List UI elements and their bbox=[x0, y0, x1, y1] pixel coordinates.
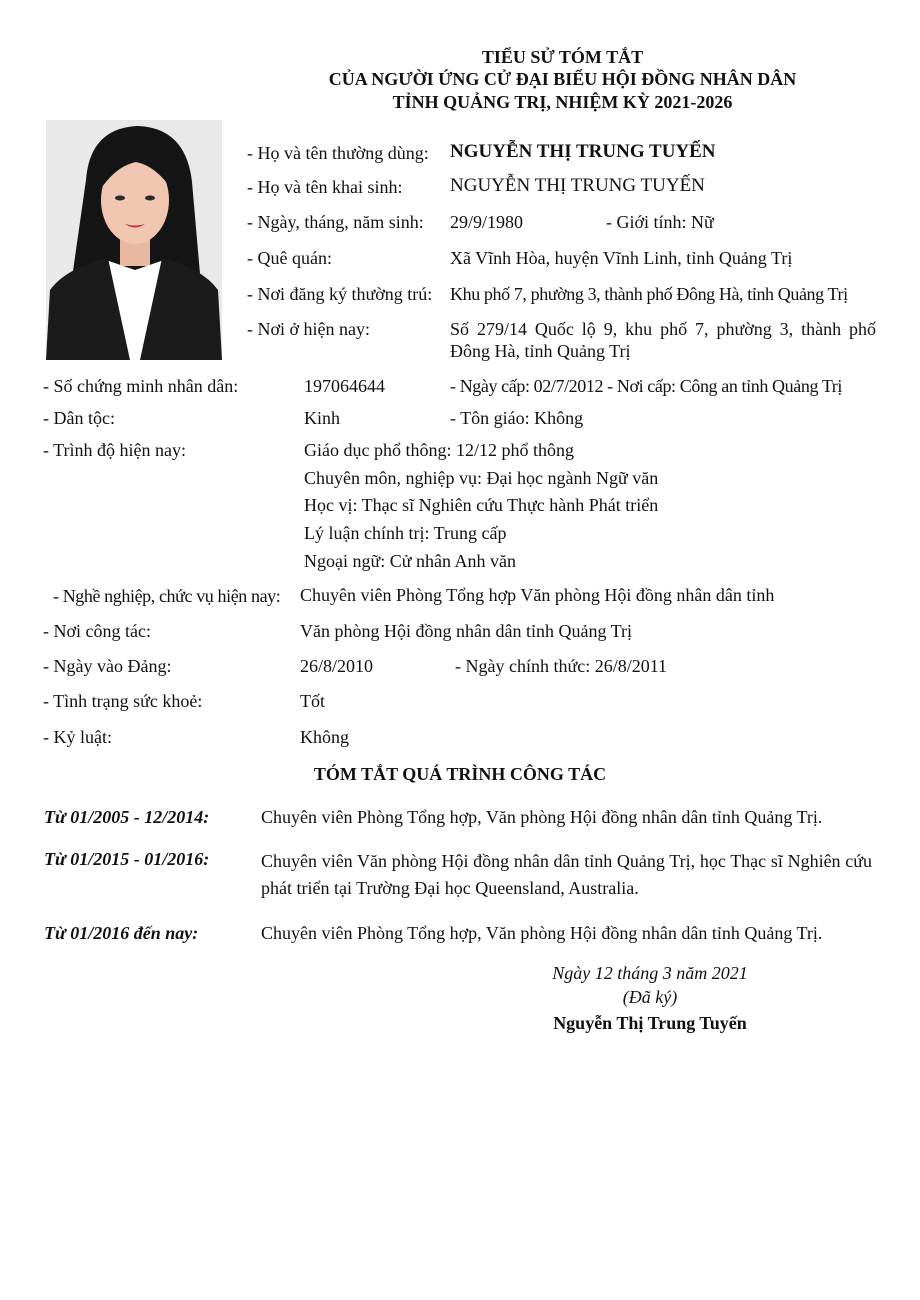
ethnic-label: - Dân tộc: bbox=[43, 408, 115, 428]
dob-value: 29/9/1980 bbox=[450, 212, 524, 232]
id-value: 197064644 bbox=[304, 376, 385, 396]
education-item: Lý luận chính trị: Trung cấp bbox=[304, 523, 507, 543]
signature-date: Ngày 12 tháng 3 năm 2021 bbox=[552, 963, 748, 983]
current-address-label: - Nơi ở hiện nay: bbox=[247, 319, 371, 339]
job-value: Chuyên viên Phòng Tổng hợp Văn phòng Hội đồng nhân dân tỉnh bbox=[300, 585, 775, 605]
residence-value: Khu phố 7, phường 3, thành phố Đông Hà, tỉnh Quảng Trị bbox=[450, 284, 848, 304]
hometown-label: - Quê quán: bbox=[247, 248, 332, 268]
dob-label: - Ngày, tháng, năm sinh: bbox=[247, 212, 424, 232]
education-item: Giáo dục phổ thông: 12/12 phổ thông bbox=[304, 440, 574, 460]
education-item: Học vị: Thạc sĩ Nghiên cứu Thực hành Phát triển bbox=[304, 495, 659, 515]
common-name-value: NGUYỄN THỊ TRUNG TUYẾN bbox=[450, 141, 716, 162]
career-description: Chuyên viên Phòng Tổng hợp, Văn phòng Hội đồng nhân dân tỉnh Quảng Trị. bbox=[261, 923, 823, 943]
id-label: - Số chứng minh nhân dân: bbox=[43, 376, 239, 396]
id-issue-value: - Ngày cấp: 02/7/2012 - Nơi cấp: Công an tỉnh Quảng Trị bbox=[450, 376, 842, 396]
religion-value: - Tôn giáo: Không bbox=[450, 408, 584, 428]
career-description: Chuyên viên Văn phòng Hội đồng nhân dân tỉnh Quảng Trị, học Thạc sĩ Nghiên cứu phát triển tại Trường Đại học Queensland, Australia. bbox=[261, 851, 872, 898]
birth-name-label: - Họ và tên khai sinh: bbox=[247, 177, 403, 197]
career-period: Từ 01/2016 đến nay: bbox=[44, 923, 199, 943]
birth-name-value: NGUYỄN THỊ TRUNG TUYẾN bbox=[450, 175, 705, 196]
education-item: Chuyên môn, nghiệp vụ: Đại học ngành Ngữ văn bbox=[304, 468, 659, 488]
gender-value: - Giới tính: Nữ bbox=[606, 212, 714, 232]
career-heading: TÓM TẮT QUÁ TRÌNH CÔNG TÁC bbox=[313, 764, 607, 784]
career-description: Chuyên viên Phòng Tổng hợp, Văn phòng Hội đồng nhân dân tỉnh Quảng Trị. bbox=[261, 807, 823, 827]
job-label: - Nghề nghiệp, chức vụ hiện nay: bbox=[53, 586, 281, 606]
party-official-value: - Ngày chính thức: 26/8/2011 bbox=[455, 656, 668, 676]
ethnic-value: Kinh bbox=[304, 408, 340, 428]
career-period: Từ 01/2015 - 01/2016: bbox=[44, 849, 210, 869]
signature-status: (Đã ký) bbox=[622, 987, 678, 1007]
doc-term: TỈNH QUẢNG TRỊ, NHIỆM KỲ 2021-2026 bbox=[392, 92, 733, 112]
party-label: - Ngày vào Đảng: bbox=[43, 656, 172, 676]
education-item: Ngoại ngữ: Cử nhân Anh văn bbox=[304, 551, 516, 571]
education-label: - Trình độ hiện nay: bbox=[43, 440, 187, 460]
discipline-label: - Kỷ luật: bbox=[43, 727, 112, 747]
health-value: Tốt bbox=[300, 691, 325, 711]
signature-name: Nguyễn Thị Trung Tuyến bbox=[553, 1013, 747, 1033]
workplace-label: - Nơi công tác: bbox=[43, 621, 151, 641]
discipline-value: Không bbox=[300, 727, 349, 747]
career-period: Từ 01/2005 - 12/2014: bbox=[44, 807, 210, 827]
common-name-label: - Họ và tên thường dùng: bbox=[247, 143, 429, 163]
portrait-photo bbox=[46, 120, 222, 360]
health-label: - Tình trạng sức khoẻ: bbox=[43, 691, 203, 711]
doc-subtitle: CỦA NGƯỜI ỨNG CỬ ĐẠI BIỂU HỘI ĐỒNG NHÂN DÂN bbox=[328, 69, 797, 89]
hometown-value: Xã Vĩnh Hòa, huyện Vĩnh Linh, tỉnh Quảng Trị bbox=[450, 248, 793, 268]
residence-label: - Nơi đăng ký thường trú: bbox=[247, 284, 433, 304]
party-date-value: 26/8/2010 bbox=[300, 656, 374, 676]
current-address-value: Số 279/14 Quốc lộ 9, khu phố 7, phường 3, thành phố Đông Hà, tỉnh Quảng Trị bbox=[450, 319, 876, 361]
workplace-value: Văn phòng Hội đồng nhân dân tỉnh Quảng Trị bbox=[300, 621, 632, 641]
doc-title: TIỂU SỬ TÓM TẮT bbox=[481, 47, 644, 67]
